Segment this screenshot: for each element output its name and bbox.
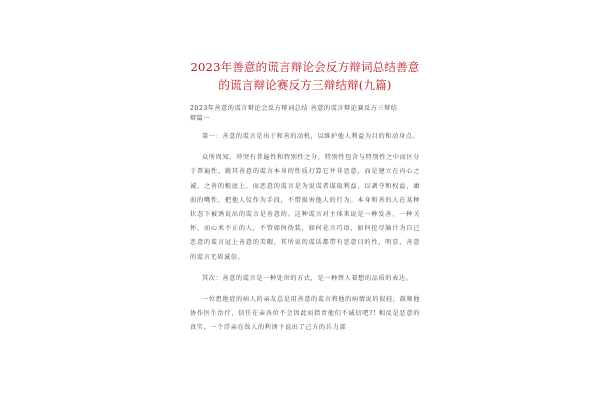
title-line-1: 2023年善意的谎言辩论会反方辩词总结善意 xyxy=(190,60,420,74)
title-line-2: 的谎言辩论赛反方三辩结辩(九篇) xyxy=(218,78,392,92)
paragraph-first-point: 第一：善意的谎言是出于和善的动机，以维护他人利益为目的和动身点。 xyxy=(202,133,420,140)
document-subtitle: 2023年善意的谎言辩论会反方辩词总结 善意的谎言辩论赛反方三辩结 xyxy=(190,105,398,112)
paragraph-explanation: 众所周知，冲突有普遍性和特别性之分，特别性包含与特别性之中而区分于普遍性。就其善意的谎言本身的性质打算它并非恶意，而是建立在内心之诚，之善的根底上，而恶意的谎言是为说谎者谋取利益，以剥夺和权益，庸弱的嘴性，把他人仪作为手段，不惜损害他人的行为。本身和善的人在某种状态下被诱说出的谎言是善意的。这种谎言对主体来说是一种发善，一种关怀，而心术不正的人，不管如何伪装，如何花言巧语，如何挖尽脑汁为自己恶意的谎言冠上善意的美暇，其所说的谎话都带有恶意目的性，明显，善意的谎言无碍诚信。 xyxy=(190,154,420,261)
document-title xyxy=(190,58,420,94)
document-body xyxy=(190,58,420,336)
document-subtitle-cont: 辩篇一 xyxy=(190,115,211,122)
paragraph-example: 一位患绝症的病人的亲友总是用善意的谎言将他的病情说的很轻，鼓舞他协作医生治疗，信任在亲各位不会因此而指责他们不诚信吧?! 相反是恶意的真实，一个浮亲在敌人的利诱下说出了己方的兵力部 xyxy=(190,296,420,332)
paragraph-second-point: 其次：善意的谎言是一种处世的方式，是一种替人着想的品质的表达。 xyxy=(202,274,413,282)
